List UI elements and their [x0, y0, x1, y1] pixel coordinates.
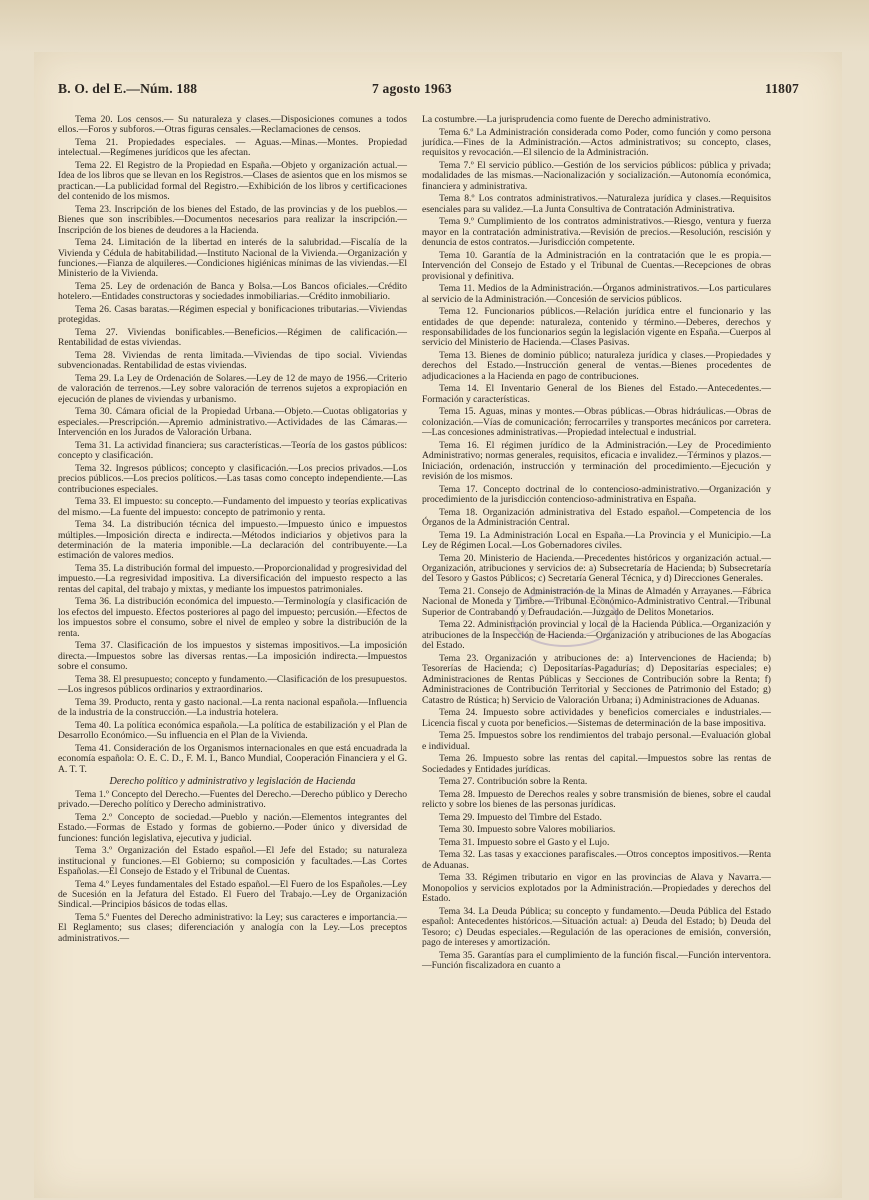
- paragraph: Tema 1.º Concepto del Derecho.—Fuentes del Derecho.—Derecho público y Derecho privado.—Derecho político y Derecho administrativo.: [58, 788, 407, 811]
- paragraph: Tema 3.º Organización del Estado español.—El Jefe del Estado; su naturaleza institucional y funciones.—El Gobierno; su composición y facultades.—Las Cortes Españolas.—El Consejo de Estado y el Tribunal de Cuentas.: [58, 845, 407, 877]
- paragraph: Tema 35. La distribución formal del impuesto.—Proporcionalidad y progresividad del impuesto.—La regresividad impositiva. La diversificación del impuesto respecto a las rentas del capital, del trabajo y mixtas, y mediante los impuestos patrimoniales.: [58, 563, 407, 595]
- paragraph: Tema 39. Producto, renta y gasto nacional.—La renta nacional española.—Influencia de la industria de la construcción.—La industria hotelera.: [58, 696, 407, 719]
- left-column: [58, 115, 407, 946]
- paragraph: Tema 2.º Concepto de sociedad.—Pueblo y nación.—Elementos integrantes del Estado.—Formas de Estado y formas de gobierno.—Poder único y diversidad de funciones: función legislativa, ejecutiva y judicial.: [58, 811, 407, 844]
- paragraph: Tema 25. Impuestos sobre los rendimientos del trabajo personal.—Evaluación global e individual.: [422, 730, 771, 752]
- paragraph: Tema 24. Limitación de la libertad en interés de la salubridad.—Fiscalía de la Vivienda y Cédula de habitabilidad.—Instituto Nacional de la Vivienda.—Organización y funciones.—Fianza de alquileres.—Condiciones higiénicas mínimas de las viviendas.—El Ministerio de la Vivienda.: [58, 237, 407, 280]
- paragraph: Tema 26. Casas baratas.—Régimen especial y bonificaciones tributarias.—Viviendas protegidas.: [58, 304, 407, 326]
- paragraph: Tema 7.º El servicio público.—Gestión de los servicios públicos: pública y privada; modalidades de las mismas.—Nacionalización y socialización.—Autonomía económica, financiera y administrativa.: [422, 160, 771, 192]
- paragraph: Tema 19. La Administración Local en España.—La Provincia y el Municipio.—La Ley de Régimen Local.—Los Gobernadores civiles.: [422, 529, 771, 552]
- paragraph: Tema 25. Ley de ordenación de Banca y Bolsa.—Los Bancos oficiales.—Crédito hotelero.—Entidades constructoras y sociedades inmobiliarias.—Crédito inmobiliario.: [58, 281, 407, 303]
- paragraph: Tema 30. Cámara oficial de la Propiedad Urbana.—Objeto.—Cuotas obligatorias y especiales.—Prescripción.—Apremio administrativo.—Actividades de las Cámaras.—Intervención en los Jurados de Valoración Urbana.: [58, 406, 407, 439]
- paragraph: Tema 32. Ingresos públicos; concepto y clasificación.—Los precios privados.—Los precios públicos.—Los precios políticos.—Las tasas como concepto independiente.—Las contribuciones especiales.: [58, 462, 407, 495]
- paragraph: Tema 20. Los censos.— Su naturaleza y clases.—Disposiciones comunes a todos ellos.—Foros y subforos.—Otras figuras censales.—Reclamaciones de censos.: [58, 114, 407, 136]
- paragraph: Tema 41. Consideración de los Organismos internacionales en que está encuadrada la economía española: O. E. C. D., F. M. I., Banco Mundial, Cooperación Financiera y el G. A. T. T.: [58, 742, 407, 775]
- paragraph: Tema 26. Impuesto sobre las rentas del capital.—Impuestos sobre las rentas de Sociedades y Entidades jurídicas.: [422, 753, 771, 775]
- paragraph: Tema 13. Bienes de dominio público; naturaleza jurídica y clases.—Propiedades y derechos del Estado.—Instrucción general de ventas.—Bienes procedentes de adjudicaciones a la Hacienda en pago de contribuciones.: [422, 350, 771, 382]
- scan-top-edge: [0, 0, 869, 52]
- paragraph: Tema 12. Funcionarios públicos.—Relación jurídica entre el funcionario y las entidades de que depende: naturaleza, contenido y término.—Deberes, derechos y responsabilidades de los funcionarios según la legislación vigente en España.—Cuerpos al servicio del Ministerio de Hacienda.—Clases Pasivas.: [422, 306, 771, 349]
- paragraph: Tema 22. El Registro de la Propiedad en España.—Objeto y organización actual.—Idea de los libros que se llevan en los Registros.—Clases de asientos que en los mismos se practican.—La publicidad formal del Registro.—Exhibición de los libros y certificaciones del contenido de los mismos.: [58, 160, 407, 203]
- bulletin-issue: B. O. del E.—Núm. 188: [58, 81, 198, 96]
- issue-date: 7 agosto 1963: [372, 81, 452, 96]
- paragraph: Tema 10. Garantía de la Administración en la contratación que le es propia.—Intervención del Consejo de Estado y el Tribunal de Cuentas.—Recepciones de obras provisional y definitiva.: [422, 249, 771, 282]
- paragraph: Tema 34. La distribución técnica del impuesto.—Impuesto único e impuestos múltiples.—Imposición directa e indirecta.—Métodos indiciarios y objetivos para la determinación de la materia imponible.—La declaración del contribuyente.—La estimación de valores medios.: [58, 519, 407, 562]
- paragraph: Tema 16. El régimen jurídico de la Administración.—Ley de Procedimiento Administrativo; normas generales, requisitos, eficacia e invalidez.—Términos y plazos.—Iniciación, ordenación, instrucción y terminación del procedimiento.—Ejecución y revisión de los mismos.: [422, 439, 771, 483]
- paragraph: Tema 18. Organización administrativa del Estado español.—Competencia de los Órganos de la Administración Central.: [422, 506, 771, 529]
- paragraph: Tema 37. Clasificación de los impuestos y sistemas impositivos.—La imposición directa.—Impuestos sobre las diversas rentas.—La imposición indirecta.—Impuestos sobre el consumo.: [58, 640, 407, 673]
- paragraph: Tema 31. Impuesto sobre el Gasto y el Lujo.: [439, 836, 610, 848]
- right-column: [422, 115, 771, 974]
- paragraph: Tema 14. El Inventario General de los Bienes del Estado.—Antecedentes.—Formación y características.: [422, 383, 771, 405]
- paragraph: Tema 27. Viviendas bonificables.—Beneficios.—Régimen de calificación.—Rentabilidad de estas viviendas.: [58, 327, 407, 349]
- paragraph: Tema 9.º Cumplimiento de los contratos administrativos.—Riesgo, ventura y fuerza mayor en la contratación administrativa.—Revisión de precios.—Resolución, rescisión y denuncia de estos contratos.—Jurisdicción competente.: [422, 216, 771, 249]
- paragraph: Tema 29. La Ley de Ordenación de Solares.—Ley de 12 de mayo de 1956.—Criterio de valoración de terrenos.—Ley sobre valoración de terrenos sujetos a expropiación en ejecución de planes de viviendas y urbanismo.: [58, 373, 407, 405]
- paragraph: Tema 17. Concepto doctrinal de lo contencioso-administrativo.—Organización y procedimiento de la jurisdicción contencioso-administrativa en España.: [422, 483, 771, 506]
- paragraph: Tema 5.º Fuentes del Derecho administrativo: la Ley; sus caracteres e importancia.—El Reglamento; sus clases; diferenciación y analogía con la Ley.—Los preceptos administrativos.—: [58, 911, 407, 944]
- paragraph: Tema 30. Impuesto sobre Valores mobiliarios.: [439, 824, 616, 836]
- paragraph: Tema 28. Impuesto de Derechos reales y sobre transmisión de bienes, sobre el caudal relicto y sobre los bienes de las personas jurídicas.: [422, 788, 771, 811]
- paragraph: Tema 20. Ministerio de Hacienda.—Precedentes históricos y organización actual.—Organización, atribuciones y servicios de: a) Subsecretaría de Hacienda; b) Subsecretaría del Tesoro y Gastos Públicos; c) Secretaría General Técnica, y d) Direcciones Generales.: [422, 552, 771, 585]
- page-number: 11807: [764, 81, 799, 96]
- paragraph: Tema 22. Administración provincial y local de la Hacienda Pública.—Organización y atribuciones de la Inspección de Hacienda.—Organización y atribuciones de las Abogacías del Estado.: [422, 619, 771, 652]
- paragraph: Tema 34. La Deuda Pública; su concepto y fundamento.—Deuda Pública del Estado español: Antecedentes históricos.—Situación actual: a) Deuda del Estado; b) Deuda del Tesoro; c) Deudas especiales.—Regulación de las operaciones de emisión, conversión, pago de intereses y amortización.: [422, 905, 771, 949]
- paragraph: Tema 33. Régimen tributario en vigor en las provincias de Alava y Navarra.—Monopolios y servicios explotados por la Administración.—Propiedades y derechos del Estado.: [422, 872, 771, 905]
- paragraph: Tema 38. El presupuesto; concepto y fundamento.—Clasificación de los presupuestos.—Los ingresos públicos ordinarios y extraordinarios.: [58, 673, 407, 696]
- paragraph: Tema 31. La actividad financiera; sus características.—Teoría de los gastos públicos: concepto y clasificación.: [58, 439, 407, 462]
- paragraph: La costumbre.—La jurisprudencia como fuente de Derecho administrativo.: [422, 114, 711, 125]
- paragraph: Tema 40. La política económica española.—La política de estabilización y el Plan de Desarrollo Económico.—Su influencia en el Plan de la Vivienda.: [58, 719, 407, 742]
- paragraph: Tema 32. Las tasas y exacciones parafiscales.—Otros conceptos impositivos.—Renta de Aduanas.: [422, 849, 771, 871]
- paragraph: Tema 23. Inscripción de los bienes del Estado, de las provincias y de los pueblos.—Bienes que son inscribibles.—Documentos necesarios para realizar la inscripción.—Inscripción de los bienes de deudores a la Hacienda.: [58, 203, 407, 236]
- paragraph: Tema 24. Impuesto sobre actividades y beneficios comerciales e industriales.—Licencia fiscal y cuota por beneficios.—Sistemas de determinación de la base impositiva.: [422, 707, 771, 729]
- paragraph: Tema 4.º Leyes fundamentales del Estado español.—El Fuero de los Españoles.—Ley de Sucesión en la Jefatura del Estado. El Fuero del Trabajo.—Ley de Organización Sindical.—Principios básicos de todas ellas.: [58, 878, 407, 911]
- paragraph: Tema 35. Garantías para el cumplimiento de la función fiscal.—Función interventora.—Función fiscalizadora en cuanto a: [422, 949, 771, 972]
- paragraph: Tema 33. El impuesto: su concepto.—Fundamento del impuesto y teorías explicativas del mismo.—La fuente del impuesto: concepto de patrimonio y renta.: [58, 496, 407, 518]
- paragraph: Tema 36. La distribución económica del impuesto.—Terminología y clasificación de los efectos del impuesto. Efectos posteriores al pago del impuesto; percusión.—Efectos de los impuestos sobre el consumo, sobre el nivel de empleo y sobre la distribución de la renta.: [58, 596, 407, 639]
- paragraph: Tema 8.º Los contratos administrativos.—Naturaleza jurídica y clases.—Requisitos esenciales para su validez.—La Junta Consultiva de Contratación Administrativa.: [422, 193, 771, 215]
- paragraph: Tema 23. Organización y atribuciones de: a) Intervenciones de Hacienda; b) Tesorerías de Hacienda; c) Depositarías-Pagadurías; d) Depositarías especiales; e) Administraciones de Rentas Públicas y Secciones de Contribución sobre la Renta; f) Administraciones de Contribución Territorial y Secciones de Patrimonio del Estado; g) Catastro de Rústica; h) Servicio de Valoración Urbana; i) Administraciones de Aduanas.: [422, 652, 771, 706]
- paragraph: Tema 6.º La Administración considerada como Poder, como función y como persona jurídica.—Fines de la Administración.—Actos administrativos; su concepto, clases, requisitos y revocación.—El silencio de la Administración.: [422, 126, 771, 159]
- paragraph: Tema 21. Consejo de Administración de la Minas de Almadén y Arrayanes.—Fábrica Nacional de Moneda y Timbre.—Tribunal Económico-Administrativo Central.—Tribunal Superior de Contrabando y Defraudación.—Juzgado de Delitos Monetarios.: [422, 586, 771, 618]
- paragraph: Tema 15. Aguas, minas y montes.—Obras públicas.—Obras hidráulicas.—Obras de colonización.—Vías de comunicación; ferrocarriles y transportes mecánicos por carretera.—Las concesiones administrativas.—Propiedad intelectual e industrial.: [422, 406, 771, 439]
- paragraph: Tema 29. Impuesto del Timbre del Estado.: [439, 811, 602, 823]
- paragraph: Tema 21. Propiedades especiales. — Aguas.—Minas.—Montes. Propiedad intelectual.—Regímenes jurídicos que les afectan.: [58, 137, 407, 159]
- paragraph: Tema 27. Contribución sobre la Renta.: [439, 776, 588, 788]
- paragraph: Tema 28. Viviendas de renta limitada.—Viviendas de tipo social. Viviendas subvencionadas. Rentabilidad de estas viviendas.: [58, 350, 407, 372]
- paragraph: Tema 11. Medios de la Administración.—Órganos administrativos.—Los particulares al servicio de la Administración.—Concesión de servicios públicos.: [422, 283, 771, 305]
- section-title: Derecho político y administrativo y legislación de Hacienda: [109, 776, 356, 788]
